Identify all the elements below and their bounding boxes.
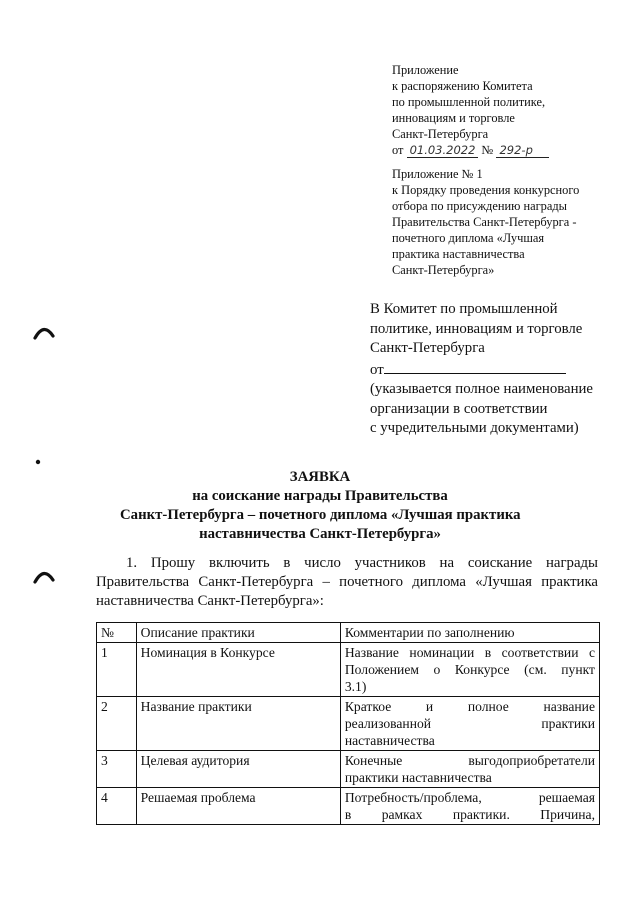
addressee-block [370, 300, 632, 439]
comment-line: 3.1) [344, 679, 367, 694]
title-line: на соискание награды Правительства [192, 488, 448, 504]
handwritten-date: 01.03.2022 [407, 143, 479, 158]
hole-punch-mark [33, 566, 55, 584]
header-description: Описание практики [136, 623, 340, 643]
scan-dot-mark [34, 458, 42, 466]
title-line: ЗАЯВКА [289, 469, 351, 485]
row-description: Решаемая проблема [136, 788, 340, 825]
appendix-line: к распоряжению Комитета [392, 79, 533, 93]
addressee-line: политике, инновациям и торговле [370, 320, 583, 337]
appendix-1-line: практика наставничества [392, 247, 525, 261]
appendix-1 [392, 166, 632, 278]
table-row [97, 697, 600, 751]
title-line: Санкт-Петербурга – почетного диплома «Лучшая практика [120, 507, 521, 523]
request-paragraph [96, 554, 598, 611]
from-blank-field[interactable] [384, 359, 566, 374]
row-num: 2 [97, 697, 137, 751]
addressee-line: Санкт-Петербурга [370, 340, 485, 356]
appendix-1-line: Приложение № 1 [392, 167, 483, 181]
comment-line: Положением о Конкурсе (см. пункт [344, 662, 595, 677]
addressee-note: (указывается полное наименование [370, 381, 593, 397]
addressee-note: организации в соответствии [370, 400, 548, 417]
appendix-1-line: отбора по присуждению награды [392, 199, 568, 213]
appendix-main [392, 62, 622, 158]
addressee-note: с учредительными документами) [370, 420, 579, 436]
handwritten-number: 292-р [496, 143, 548, 158]
appendix-1-line: почетного диплома «Лучшая [392, 231, 545, 245]
hole-punch-mark [33, 322, 55, 340]
comment-line: наставничества [344, 733, 435, 748]
paragraph-line: наставничества Санкт-Петербурга»: [96, 593, 324, 609]
row-comment [340, 697, 599, 751]
row-description: Название практики [136, 697, 340, 751]
row-description: Целевая аудитория [136, 751, 340, 788]
table-row [97, 751, 600, 788]
header-num: № [97, 623, 137, 643]
comment-line: Потребность/проблема, решаемая [344, 790, 595, 805]
comment-line: Название номинации в соответствии с [344, 645, 595, 660]
comment-line: практики наставничества [344, 770, 492, 785]
header-comments: Комментарии по заполнению [340, 623, 599, 643]
comment-line: Краткое и полное название [344, 699, 595, 714]
row-num: 4 [97, 788, 137, 825]
from-line [370, 359, 632, 381]
paragraph-line: 1. Прошу включить в число участников на соискание награды [126, 555, 598, 571]
comment-line: Конечные выгодоприобретатели [344, 753, 595, 768]
date-prefix: от [392, 143, 404, 157]
row-num: 3 [97, 751, 137, 788]
number-prefix: № [481, 143, 494, 157]
row-description: Номинация в Конкурсе [136, 643, 340, 697]
appendix-date-line [392, 142, 622, 158]
row-comment [340, 643, 599, 697]
table-header-row [97, 623, 600, 643]
row-num: 1 [97, 643, 137, 697]
row-comment [340, 788, 599, 825]
from-prefix: от [370, 361, 384, 378]
title-line: наставничества Санкт-Петербурга» [199, 526, 441, 542]
appendix-line: Приложение [392, 63, 459, 77]
addressee-line: В Комитет по промышленной [370, 301, 558, 317]
appendix-line: инновациям и торговле [392, 111, 515, 125]
practice-table [96, 622, 600, 825]
appendix-line: Санкт-Петербурга [392, 127, 489, 141]
comment-line: в рамках практики. Причина, [344, 807, 595, 822]
appendix-1-line: к Порядку проведения конкурсного [392, 183, 580, 197]
document-title [120, 468, 520, 544]
paragraph-line: Правительства Санкт-Петербурга – почетного диплома «Лучшая практика [96, 574, 598, 590]
comment-line: реализованной практики [344, 716, 595, 731]
table-row [97, 788, 600, 825]
appendix-1-line: Санкт-Петербурга» [392, 263, 495, 277]
appendix-line: по промышленной политике, [392, 95, 546, 109]
table-row [97, 643, 600, 697]
appendix-1-line: Правительства Санкт-Петербурга - [392, 215, 577, 229]
row-comment [340, 751, 599, 788]
